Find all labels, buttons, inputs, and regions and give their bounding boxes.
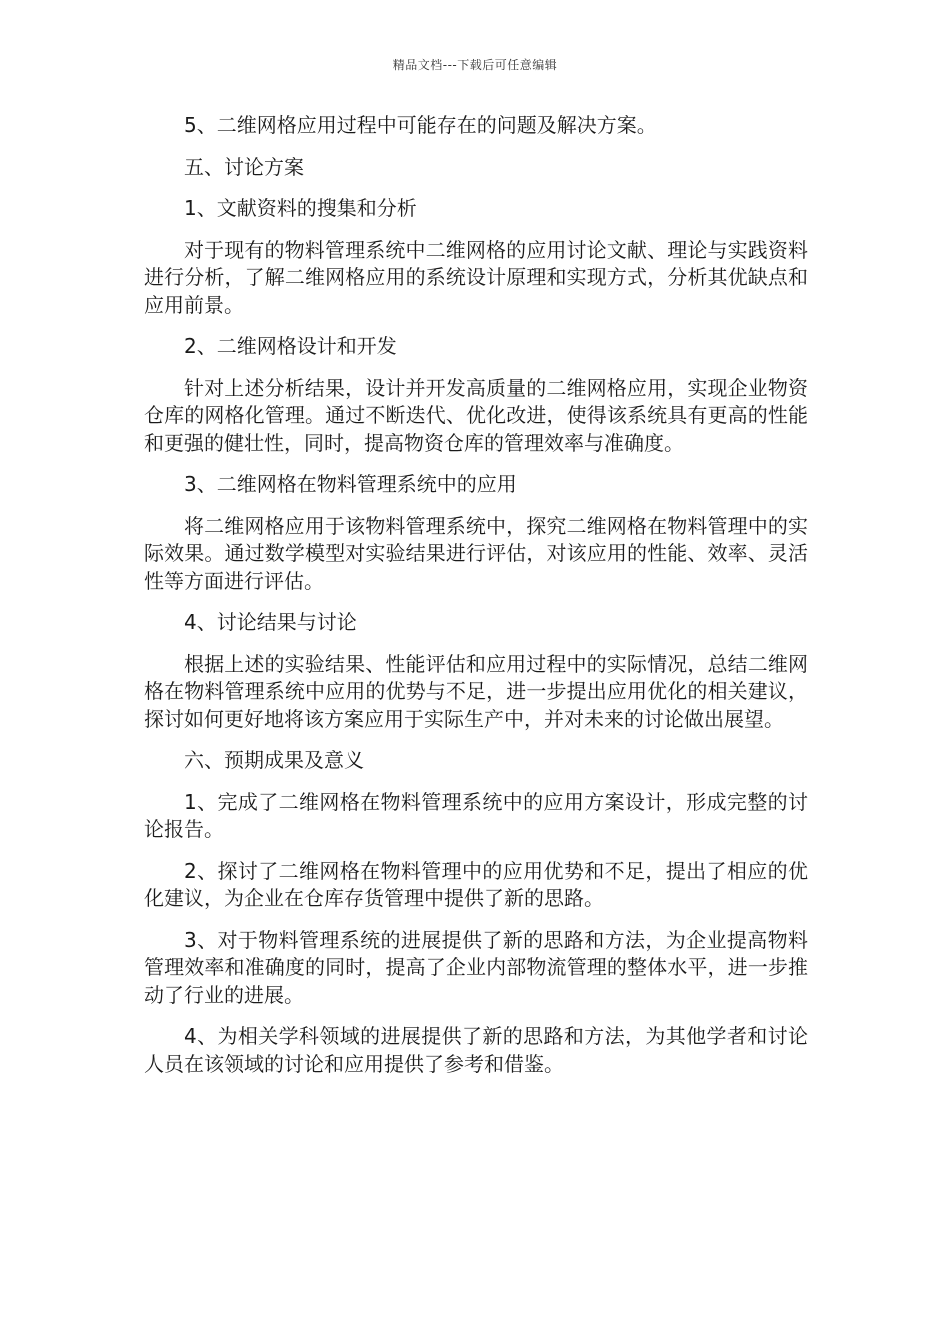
subheading-results: 4、讨论结果与讨论 [184,610,357,634]
page-header: 精品文档---下载后可任意编辑 [392,58,558,72]
list-item-problems: 5、二维网格应用过程中可能存在的问题及解决方案。 [184,113,657,137]
subheading-literature: 1、文献资料的搜集和分析 [184,196,417,220]
section-heading-discussion-plan: 五、讨论方案 [184,154,304,179]
document-body [144,112,808,1092]
paragraph-outcome-3: 3、对于物料管理系统的进展提供了新的思路和方法，为企业提高物料管理效率和准确度的同时，提高了企业内部物流管理的整体水平，进一步推动了行业的进展。 [144,927,808,1007]
paragraph-application: 将二维网格应用于该物料管理系统中，探究二维网格在物料管理中的实际效果。通过数学模型对实验结果进行评估，对该应用的性能、效率、灵活性等方面进行评估。 [144,513,808,593]
paragraph-literature: 对于现有的物料管理系统中二维网格的应用讨论文献、理论与实践资料进行分析，了解二维网格应用的系统设计原理和实现方式，分析其优缺点和应用前景。 [144,237,808,317]
paragraph-outcome-2: 2、探讨了二维网格在物料管理中的应用优势和不足，提出了相应的优化建议，为企业在仓库存货管理中提供了新的思路。 [144,858,808,910]
paragraph-design: 针对上述分析结果，设计并开发高质量的二维网格应用，实现企业物资仓库的网格化管理。通过不断迭代、优化改进，使得该系统具有更高的性能和更强的健壮性，同时，提高物资仓库的管理效率与准确度。 [144,375,808,455]
paragraph-results: 根据上述的实验结果、性能评估和应用过程中的实际情况，总结二维网格在物料管理系统中应用的优势与不足，进一步提出应用优化的相关建议，探讨如何更好地将该方案应用于实际生产中，并对未来的讨论做出展望。 [144,651,808,731]
paragraph-outcome-1: 1、完成了二维网格在物料管理系统中的应用方案设计，形成完整的讨论报告。 [144,789,808,841]
section-heading-expected-outcomes: 六、预期成果及意义 [184,748,364,772]
subheading-design: 2、二维网格设计和开发 [184,334,397,358]
subheading-application: 3、二维网格在物料管理系统中的应用 [184,472,517,496]
paragraph-outcome-4: 4、为相关学科领域的进展提供了新的思路和方法，为其他学者和讨论人员在该领域的讨论和应用提供了参考和借鉴。 [144,1024,808,1076]
